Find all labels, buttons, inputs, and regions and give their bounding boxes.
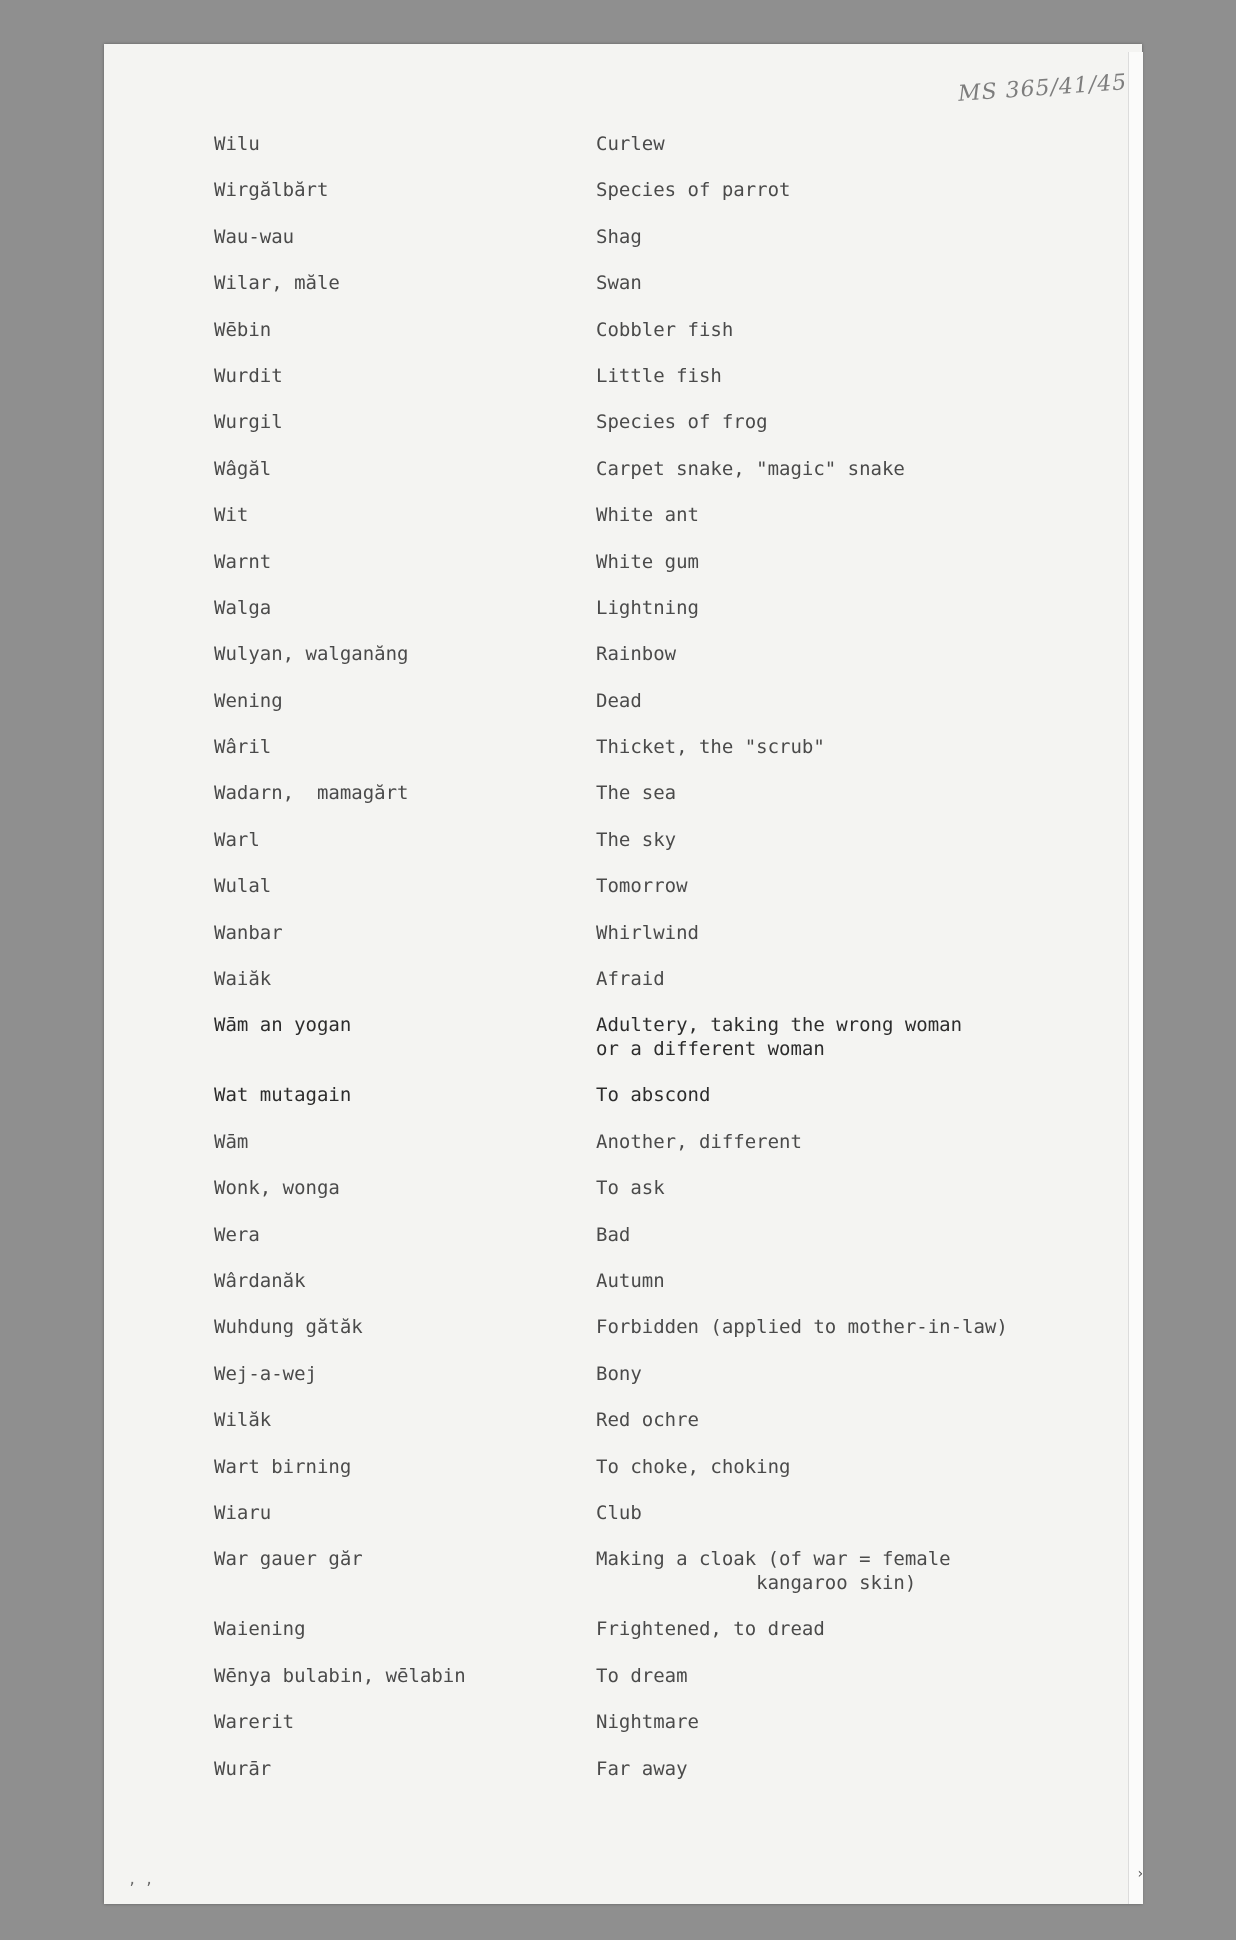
- entry-row: [214, 642, 1094, 666]
- entry-term: Wurdit: [214, 364, 283, 387]
- entry-definition: Lightning: [596, 596, 699, 619]
- entry-term: Wēnya bulabin, wēlabin: [214, 1664, 466, 1687]
- entry-row: [214, 1315, 1094, 1339]
- entry-term: Wanbar: [214, 921, 283, 944]
- entry-term: Wiaru: [214, 1501, 272, 1524]
- entry-row: [214, 1710, 1094, 1734]
- word-list: [214, 132, 1094, 1803]
- entry-term: Wâgăl: [214, 457, 272, 480]
- entry-row: [214, 967, 1094, 991]
- entry-term: Wening: [214, 689, 283, 712]
- entry-term: Wēbin: [214, 318, 272, 341]
- entry-row: [214, 596, 1094, 620]
- entry-row: [214, 1362, 1094, 1386]
- entry-term: Wârdanăk: [214, 1269, 306, 1292]
- entry-row: [214, 271, 1094, 295]
- entry-row: [214, 132, 1094, 156]
- entry-definition: Bad: [596, 1223, 631, 1246]
- entry-definition: Nightmare: [596, 1711, 699, 1734]
- entry-term: Wilu: [214, 133, 260, 155]
- entry-term: Wulyan, walganăng: [214, 643, 409, 666]
- entry-definition: Forbidden (applied to mother-in-law): [596, 1316, 1008, 1339]
- entry-term: Warl: [214, 828, 260, 851]
- entry-row: [214, 364, 1094, 388]
- entry-term: Warnt: [214, 550, 272, 573]
- entry-term: Wulal: [214, 875, 272, 898]
- entry-row: [214, 1757, 1094, 1781]
- entry-definition: Thicket, the "scrub": [596, 736, 825, 759]
- entry-definition: Curlew: [596, 133, 665, 155]
- entry-term: Wej-a-wej: [214, 1362, 317, 1385]
- entry-definition: White gum: [596, 550, 699, 573]
- entry-term: Wām: [214, 1130, 249, 1153]
- entry-definition: Species of parrot: [596, 179, 791, 202]
- entry-row: [214, 1013, 1094, 1061]
- entry-definition: Species of frog: [596, 411, 768, 434]
- entry-definition: Rainbow: [596, 643, 677, 666]
- entry-row: [214, 1547, 1094, 1595]
- entry-row: [214, 1176, 1094, 1200]
- entry-definition: Bony: [596, 1362, 642, 1385]
- entry-row: [214, 735, 1094, 759]
- entry-definition: Tomorrow: [596, 875, 688, 898]
- entry-row: [214, 178, 1094, 202]
- entry-term: Walga: [214, 596, 272, 619]
- entry-row: [214, 1269, 1094, 1293]
- entry-definition: Club: [596, 1501, 642, 1524]
- corner-mark: , ,: [128, 1872, 154, 1888]
- entry-definition: The sky: [596, 828, 677, 851]
- entry-definition: To ask: [596, 1177, 665, 1200]
- entry-term: Wit: [214, 504, 249, 527]
- entry-term: Wâril: [214, 736, 272, 759]
- entry-definition: To choke, choking: [596, 1455, 791, 1478]
- entry-definition: Autumn: [596, 1269, 665, 1292]
- entry-row: [214, 1130, 1094, 1154]
- handwritten-annotation: MS 365/41/45: [957, 70, 1129, 107]
- entry-term: Wurgil: [214, 411, 283, 434]
- entry-term: Wurār: [214, 1757, 272, 1780]
- entry-row: [214, 318, 1094, 342]
- entry-term: War gauer găr: [214, 1548, 363, 1571]
- entry-row: [214, 1501, 1094, 1525]
- entry-definition: Dead: [596, 689, 642, 712]
- entry-definition: To dream: [596, 1664, 688, 1687]
- entry-term: Wuhdung gătăk: [214, 1316, 363, 1339]
- entry-row: [214, 410, 1094, 434]
- entry-definition: Whirlwind: [596, 921, 699, 944]
- entry-term: Wart birning: [214, 1455, 352, 1478]
- entry-definition: Swan: [596, 272, 642, 295]
- entry-row: [214, 550, 1094, 574]
- entry-term: Wat mutagain: [214, 1084, 352, 1107]
- page-edge: [1128, 52, 1143, 1904]
- entry-definition: Little fish: [596, 364, 722, 387]
- entry-term: Wera: [214, 1223, 260, 1246]
- entry-term: Wilăk: [214, 1409, 272, 1432]
- entry-term: Wonk, wonga: [214, 1177, 340, 1200]
- entry-definition: Frightened, to dread: [596, 1618, 825, 1641]
- entry-definition: Afraid: [596, 968, 665, 991]
- entry-row: [214, 874, 1094, 898]
- entry-definition: Cobbler fish: [596, 318, 734, 341]
- entry-row: [214, 503, 1094, 527]
- entry-definition: Making a cloak (of war = female kangaroo skin): [596, 1548, 951, 1595]
- entry-term: Warerit: [214, 1711, 295, 1734]
- entry-term: Wilar, măle: [214, 272, 340, 295]
- entry-term: Wadarn, mamagărt: [214, 782, 409, 805]
- entry-row: [214, 828, 1094, 852]
- entry-row: [214, 1083, 1094, 1107]
- entry-row: [214, 1455, 1094, 1479]
- entry-definition: Far away: [596, 1757, 688, 1780]
- entry-definition: White ant: [596, 504, 699, 527]
- entry-term: Wirgălbărt: [214, 179, 329, 202]
- entry-term: Wau-wau: [214, 225, 295, 248]
- entry-row: [214, 1408, 1094, 1432]
- entry-definition: Shag: [596, 225, 642, 248]
- entry-definition: The sea: [596, 782, 677, 805]
- entry-row: [214, 921, 1094, 945]
- entry-row: [214, 457, 1094, 481]
- entry-row: [214, 1664, 1094, 1688]
- entry-row: [214, 781, 1094, 805]
- entry-definition: Adultery, taking the wrong woman or a different woman: [596, 1014, 963, 1061]
- entry-row: [214, 689, 1094, 713]
- entry-row: [214, 225, 1094, 249]
- entry-definition: Carpet snake, "magic" snake: [596, 457, 905, 480]
- entry-definition: Red ochre: [596, 1409, 699, 1432]
- entry-row: [214, 1617, 1094, 1641]
- entry-term: Waiening: [214, 1618, 306, 1641]
- edge-mark: ›: [1136, 1866, 1145, 1882]
- entry-definition: Another, different: [596, 1130, 802, 1153]
- entry-row: [214, 1223, 1094, 1247]
- entry-definition: To abscond: [596, 1084, 711, 1107]
- entry-term: Waiăk: [214, 968, 272, 991]
- entry-term: Wām an yogan: [214, 1014, 352, 1037]
